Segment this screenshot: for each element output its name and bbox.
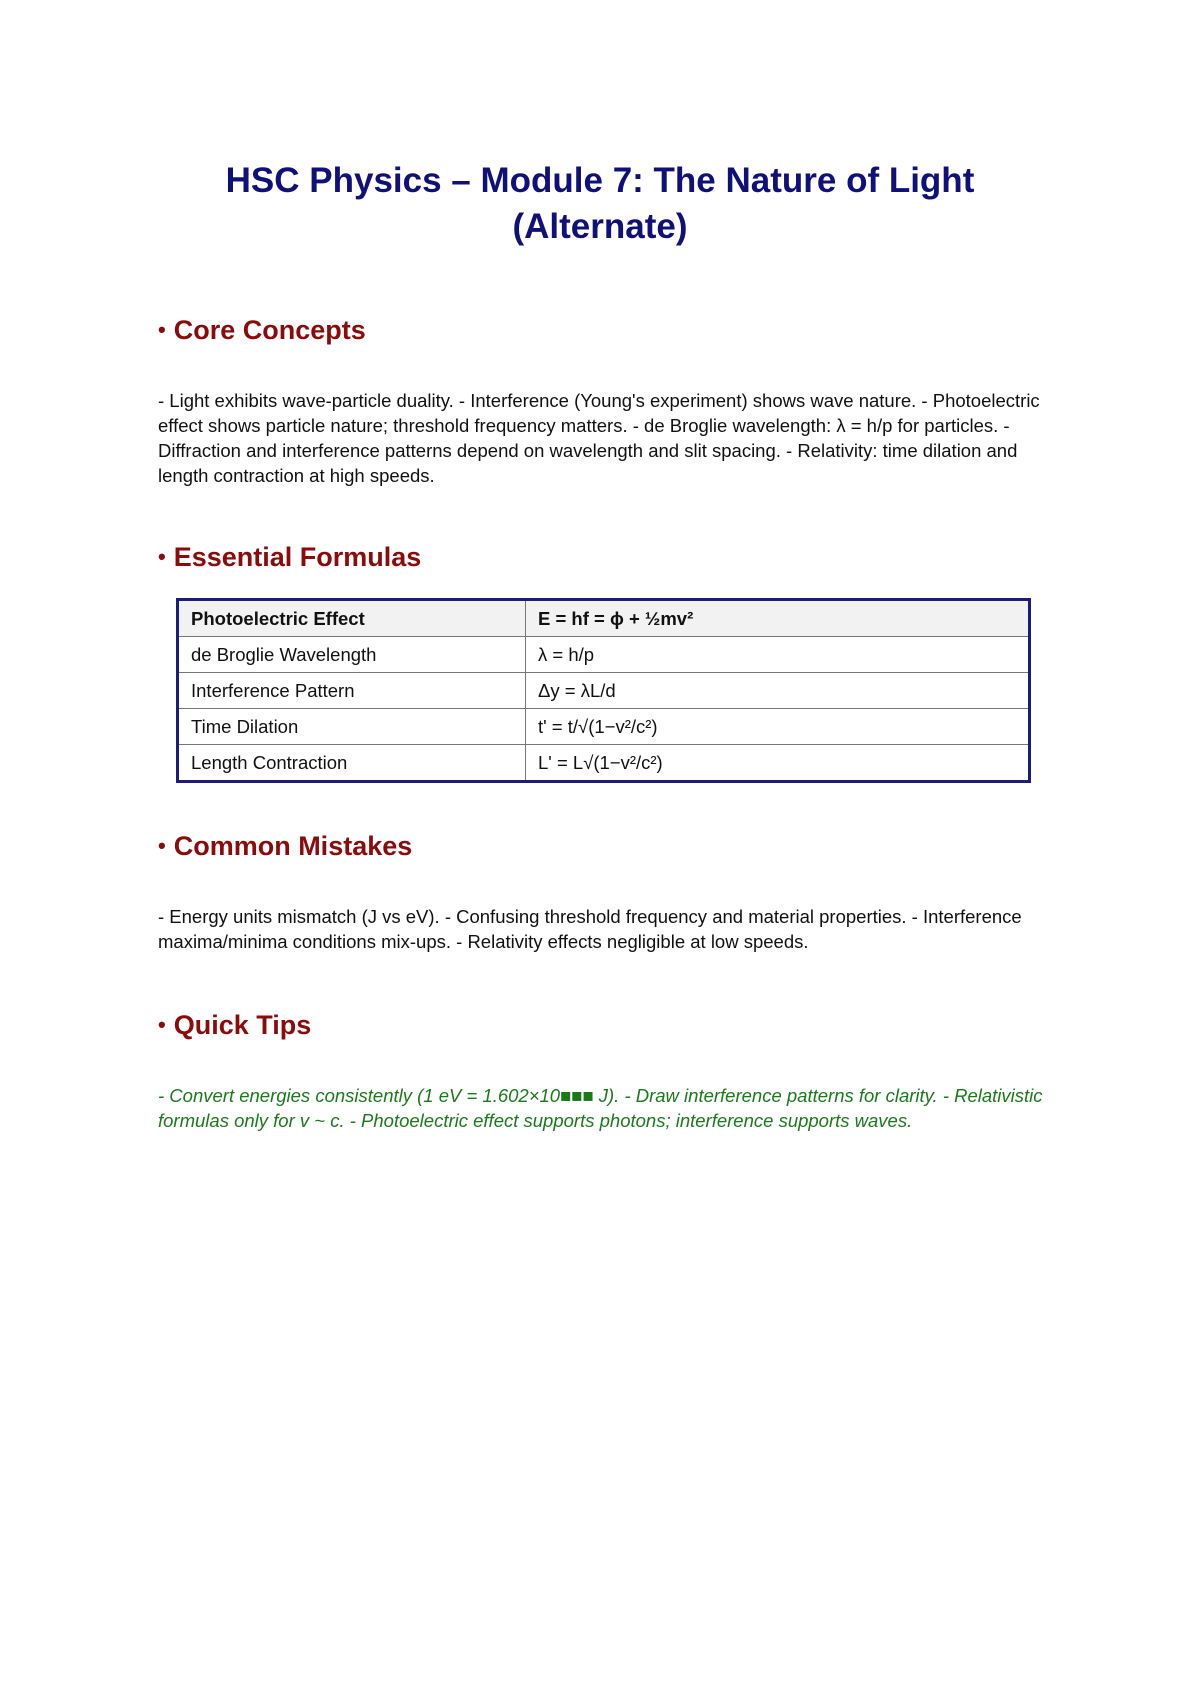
section-heading-label: Essential Formulas [173, 542, 422, 572]
section-heading-essential-formulas [158, 540, 421, 574]
section-heading-label: Core Concepts [173, 315, 366, 345]
table-row [178, 637, 1030, 673]
table-cell-name: Photoelectric Effect [178, 600, 526, 637]
section-heading-quick-tips [158, 1008, 311, 1042]
table-cell-name: Time Dilation [178, 709, 526, 745]
table-cell-name: de Broglie Wavelength [178, 637, 526, 673]
table-cell-formula: Δy = λL/d [526, 673, 1030, 709]
table-row [178, 745, 1030, 782]
table-cell-formula: λ = h/p [526, 637, 1030, 673]
formulas-table [176, 598, 1031, 783]
bullet-icon: • [158, 833, 166, 858]
table-row [178, 673, 1030, 709]
table-cell-formula: E = hf = ϕ + ½mv² [526, 600, 1030, 637]
section-heading-label: Common Mistakes [173, 831, 413, 861]
table-cell-name: Length Contraction [178, 745, 526, 782]
common-mistakes-text: - Energy units mismatch (J vs eV). - Confusing threshold frequency and material properties. - Interference maxima/minima conditions mix-ups. - Relativity effects negligible at low speeds. [158, 906, 1022, 952]
page-title: HSC Physics – Module 7: The Nature of Light (Alternate) [225, 161, 975, 246]
quick-tips-text: - Convert energies consistently (1 eV = 1.602×10■■■ J). - Draw interference patterns for clarity. - Relativistic formulas only for v ~ c. - Photoelectric effect supports photons; interference supports waves. [158, 1085, 1043, 1131]
table-cell-formula: t' = t/√(1−v²/c²) [526, 709, 1030, 745]
bullet-icon: • [158, 317, 166, 342]
section-heading-label: Quick Tips [173, 1010, 312, 1040]
bullet-icon: • [158, 1012, 166, 1037]
table-cell-formula: L' = L√(1−v²/c²) [526, 745, 1030, 782]
core-concepts-text: - Light exhibits wave-particle duality. - Interference (Young's experiment) shows wave nature. - Photoelectric effect shows particle nature; threshold frequency matters. - de Broglie wavelength: λ = h/p for particles. - Diffraction and interference patterns depend on wavelength and slit spacing. - Relativity: time dilation and length contraction at high speeds. [158, 390, 1040, 486]
section-heading-core-concepts [158, 313, 366, 347]
section-heading-common-mistakes [158, 829, 412, 863]
bullet-icon: • [158, 544, 166, 569]
table-row [178, 709, 1030, 745]
table-header-row [178, 600, 1030, 637]
table-cell-name: Interference Pattern [178, 673, 526, 709]
